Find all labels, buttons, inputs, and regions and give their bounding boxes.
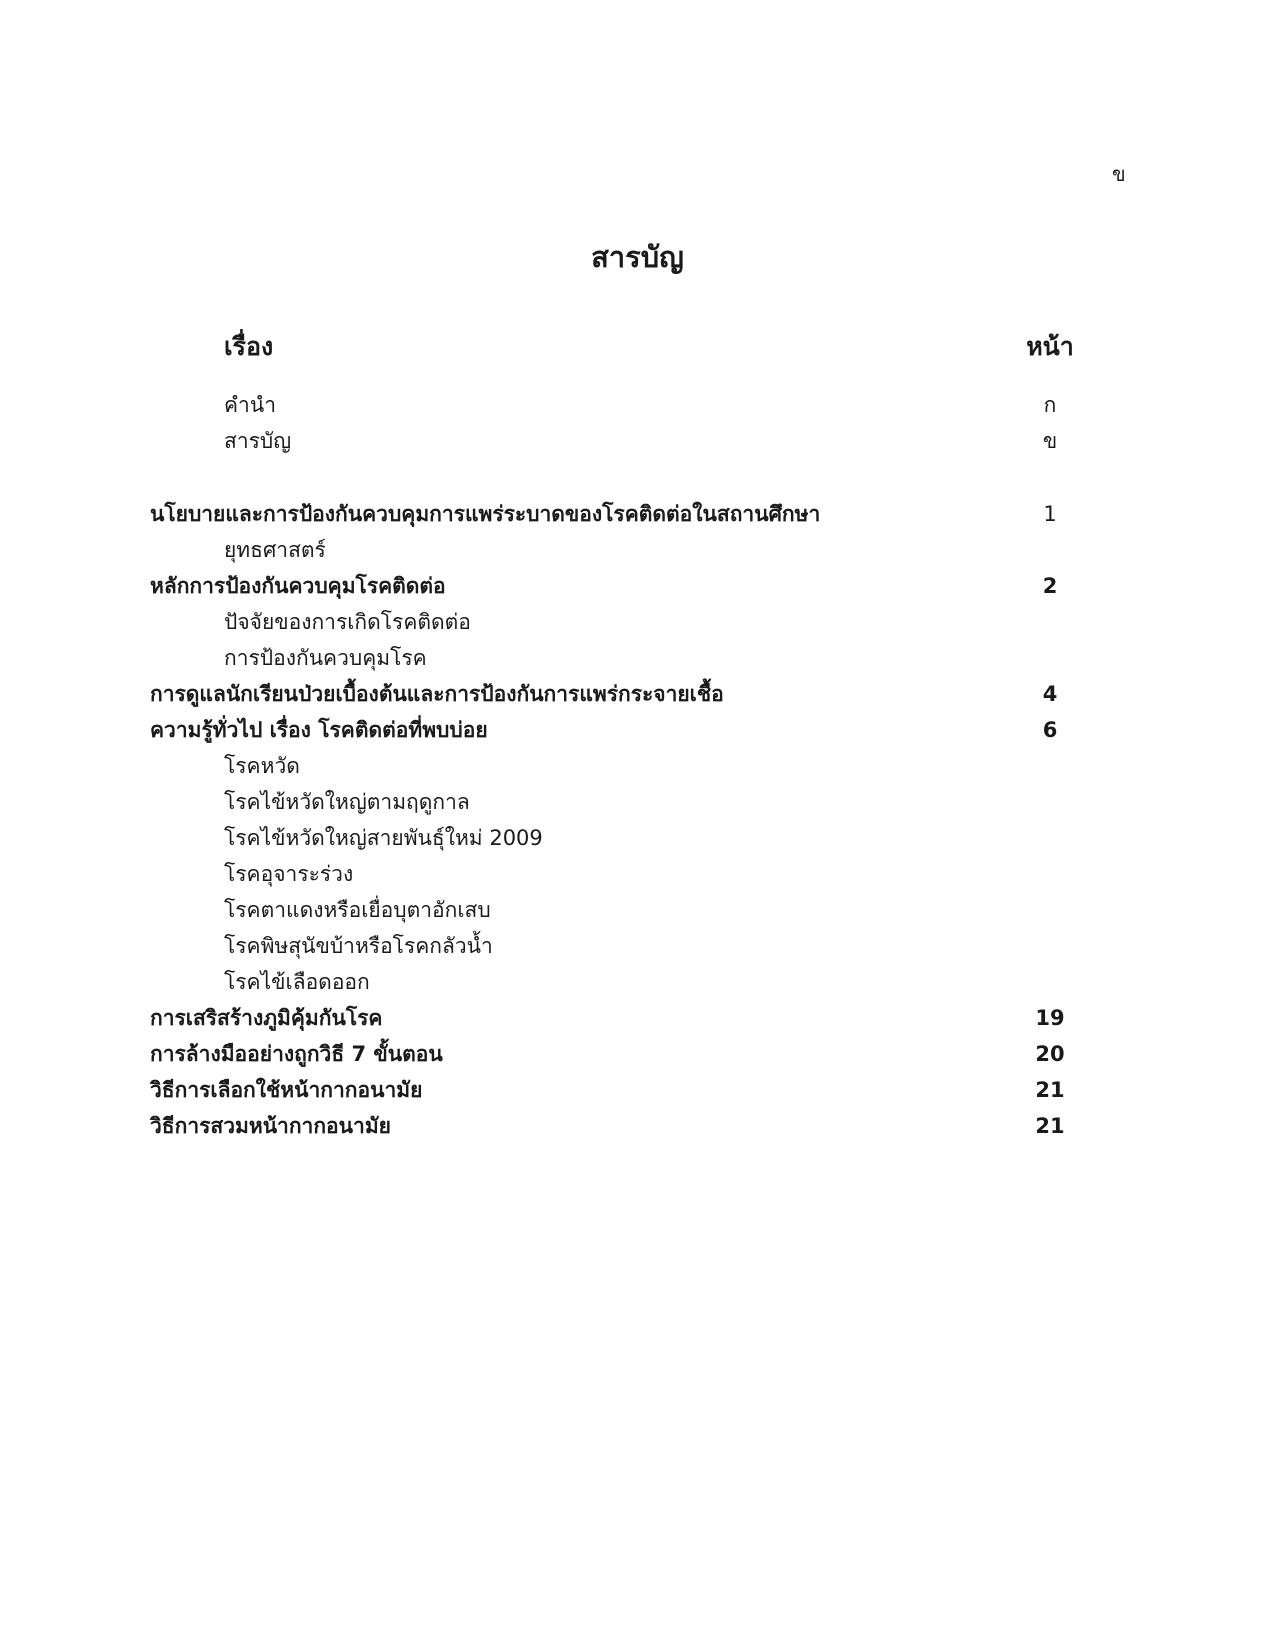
- column-header-topic: เรื่อง: [224, 332, 274, 361]
- toc-entry: [150, 1039, 1100, 1069]
- toc-entry-label: วิธีการสวมหน้ากากอนามัย: [150, 1114, 391, 1138]
- toc-entry-label: โรคไข้หวัดใหญ่ตามฤดูกาล: [224, 790, 470, 814]
- toc-entry: [150, 426, 1100, 456]
- toc-entry: [150, 535, 1100, 565]
- toc-entry: [150, 859, 1100, 889]
- toc-entry-page: 6: [1042, 718, 1058, 742]
- toc-entry-page: ข: [1042, 429, 1058, 453]
- toc-entry: [150, 607, 1100, 637]
- toc-entry: [150, 967, 1100, 997]
- toc-entry: [150, 823, 1100, 853]
- toc-entry: [150, 751, 1100, 781]
- toc-entry-label: คำนำ: [224, 393, 276, 417]
- page-number: ข: [1112, 162, 1126, 186]
- page-title: สารบัญ: [591, 240, 684, 274]
- toc-entry-page: 21: [1035, 1078, 1065, 1102]
- toc-entry-page: 19: [1035, 1006, 1065, 1030]
- toc-entry-page: ก: [1043, 393, 1057, 417]
- toc-entry-label: โรคไข้หวัดใหญ่สายพันธุ์ใหม่ 2009: [224, 826, 543, 850]
- toc-entry: [150, 1003, 1100, 1033]
- toc-entry: [150, 1111, 1100, 1141]
- toc-entry: [150, 679, 1100, 709]
- toc-entry: [150, 787, 1100, 817]
- toc-entry-label: โรคตาแดงหรือเยื่อบุตาอักเสบ: [224, 898, 491, 922]
- toc-entry-label: สารบัญ: [224, 429, 292, 453]
- toc-entry-label: การดูแลนักเรียนป่วยเบื้องต้นและการป้องกันการแพร่กระจายเชื้อ: [150, 682, 724, 706]
- toc-entry-label: ปัจจัยของการเกิดโรคติดต่อ: [224, 610, 471, 634]
- toc-entry-page: 21: [1035, 1114, 1065, 1138]
- toc-entry: [150, 931, 1100, 961]
- toc-entry: [150, 895, 1100, 925]
- toc-entry: [150, 499, 1100, 529]
- toc-entry-label: การป้องกันควบคุมโรค: [224, 646, 427, 670]
- toc-entry-label: การล้างมืออย่างถูกวิธี 7 ขั้นตอน: [150, 1042, 443, 1066]
- toc-entry: [150, 571, 1100, 601]
- toc-entry-label: โรคอุจาระร่วง: [224, 862, 354, 886]
- column-header-page: หน้า: [1026, 332, 1074, 361]
- toc-entry-page: 2: [1042, 574, 1058, 598]
- toc-entry-label: นโยบายและการป้องกันควบคุมการแพร่ระบาดของโรคติดต่อในสถานศึกษา: [150, 502, 821, 526]
- toc-entry-label: โรคพิษสุนัขบ้าหรือโรคกลัวน้ำ: [224, 934, 493, 958]
- toc-entry: [150, 1075, 1100, 1105]
- toc-entry-page: 1: [1043, 502, 1057, 526]
- toc-entry: [150, 715, 1100, 745]
- toc-entry-page: 20: [1035, 1042, 1065, 1066]
- toc-entry: [150, 390, 1100, 420]
- toc-entry-page: 4: [1042, 682, 1058, 706]
- toc-entry-label: หลักการป้องกันควบคุมโรคติดต่อ: [150, 574, 446, 598]
- toc-entry-label: ความรู้ทั่วไป เรื่อง โรคติดต่อที่พบบ่อย: [150, 718, 488, 742]
- toc-entry-label: วิธีการเลือกใช้หน้ากากอนามัย: [150, 1078, 423, 1102]
- toc-entry-label: ยุทธศาสตร์: [224, 538, 326, 562]
- toc-entry-label: โรคไข้เลือดออก: [224, 970, 370, 994]
- toc-entry-label: โรคหวัด: [224, 754, 300, 778]
- toc-entry-label: การเสริสร้างภูมิคุ้มกันโรค: [150, 1006, 383, 1030]
- toc-entry: [150, 643, 1100, 673]
